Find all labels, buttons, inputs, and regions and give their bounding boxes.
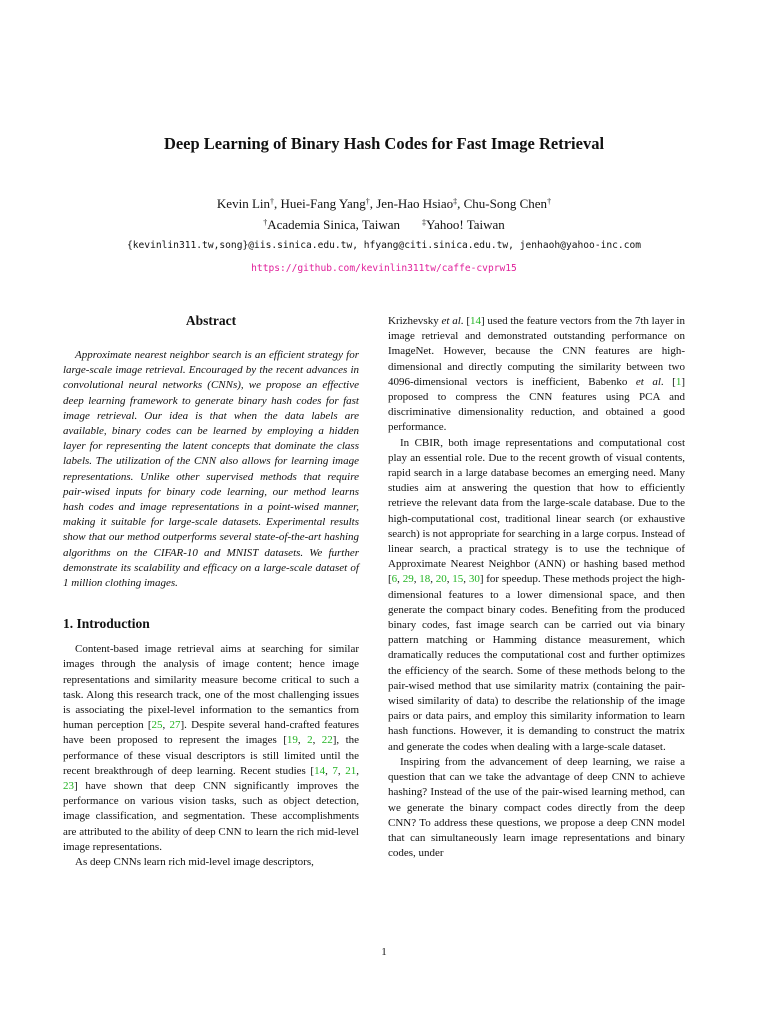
- affiliation: †Academia Sinica, Taiwan: [263, 217, 400, 232]
- text-run: ,: [337, 764, 346, 777]
- page-number: 1: [381, 946, 387, 958]
- introduction-body: [63, 642, 359, 870]
- text-run: ]. Despite several hand-crafted features have been proposed to represent the images [: [63, 719, 360, 747]
- affiliation-list: [0, 214, 768, 235]
- body-paragraph: [63, 642, 359, 855]
- text-run: ,: [325, 764, 333, 777]
- author-list: [0, 193, 768, 214]
- text-run: . [: [460, 315, 470, 327]
- text-run: In CBIR, both image representations and computational cost play an essential role. Due to the recent growth of visual contents, rapid search in a large database becomes an emerging need. Many studies aim at answering the question that how to efficiently retrieve the relevant data from the large-scale database. Due to the high-computational cost, traditional linear search (or exhaustive search) is not appropriate for searching in a large corpus. Instead of linear search, a practical strategy is to use the technique of Approximate Nearest Neighbor (ANN) or hashing based method [: [388, 436, 685, 586]
- text-run: ] for speedup. These methods project the high-dimensional features to a lower dimensional space, and then generate the compact binary codes. Benefiting from the produced binary codes, fast image search can be carried out via binary pattern matching or Hamming distance measurement, which dramatically reduces the computational cost and further optimizes the efficiency of the search. Some of these methods belong to the pair-wised method that use similarity matrix (containing the pair-wised similarity of data) to describe the relationship of the image pairs or data pairs, and employ this similarity information to learn hash functions. However, it is demanding to construct the matrix and generate the codes when dealing with a large-scale dataset.: [388, 573, 686, 753]
- text-run: ,: [312, 734, 322, 747]
- citation-link[interactable]: 18: [419, 573, 431, 586]
- citation-link[interactable]: 6: [391, 573, 398, 586]
- citation-link[interactable]: 20: [435, 573, 447, 586]
- text-run: ,: [356, 764, 360, 777]
- abstract-heading: Abstract: [185, 313, 237, 328]
- body-paragraph: [388, 755, 685, 861]
- left-column: [63, 312, 359, 870]
- author: Jen-Hao Hsiao‡,: [376, 196, 464, 211]
- citation-link[interactable]: 14: [314, 764, 326, 777]
- text-run: ], the performance of these visual descriptors is still limited until the recent breakthrough of deep learning. Recent studies [: [63, 734, 360, 777]
- citation-link[interactable]: 29: [402, 573, 414, 586]
- citation-link[interactable]: 2: [307, 734, 313, 747]
- citation-link[interactable]: 14: [469, 315, 481, 327]
- citation-link[interactable]: 23: [63, 780, 74, 793]
- text-run: ,: [297, 734, 308, 747]
- affiliation: ‡Yahoo! Taiwan: [422, 217, 505, 232]
- text-run: As deep CNNs learn rich mid-level image descriptors,: [75, 856, 314, 869]
- text-run: . [: [660, 375, 676, 388]
- author: Chu-Song Chen†: [463, 196, 552, 211]
- text-run: ] proposed to compress the CNN features using PCA and discriminative dimensionality reduction, and obtained a good performance.: [388, 375, 685, 434]
- author-block: [0, 193, 768, 235]
- citation-link[interactable]: 27: [169, 719, 181, 732]
- right-column-body: [388, 314, 685, 861]
- citation-link[interactable]: 21: [345, 764, 357, 777]
- body-paragraph: [63, 855, 359, 870]
- text-run: Krizhevsky: [388, 315, 442, 327]
- citation-link[interactable]: 1: [675, 375, 682, 388]
- citation-link[interactable]: 7: [332, 764, 338, 777]
- citation-link[interactable]: 22: [321, 734, 333, 747]
- text-run: ,: [463, 573, 469, 586]
- author: Kevin Lin†,: [216, 196, 281, 211]
- body-paragraph: [388, 436, 685, 755]
- italic-text: et al: [635, 375, 661, 388]
- citation-link[interactable]: 25: [151, 719, 163, 732]
- italic-text: et al: [441, 315, 461, 327]
- text-run: ,: [413, 573, 420, 586]
- right-column: [388, 314, 685, 861]
- citation-link[interactable]: 19: [286, 734, 298, 747]
- text-run: ,: [162, 719, 170, 732]
- text-run: ] have shown that deep CNN significantly improves the performance on various vision tasks, such as object detection, image classification, and segmentation. These accomplishments are attributed to the ability of deep CNN to learn the rich mid-level image representations.: [63, 780, 359, 853]
- citation-link[interactable]: 15: [452, 573, 464, 586]
- paper-title: Deep Learning of Binary Hash Codes for Fast Image Retrieval: [163, 134, 605, 153]
- text-run: ,: [397, 573, 403, 586]
- text-run: ,: [430, 573, 436, 586]
- author: Huei-Fang Yang†,: [280, 196, 377, 211]
- body-paragraph: [388, 314, 685, 436]
- abstract-text: Approximate nearest neighbor search is an efficient strategy for large-scale image retrieval. Encouraged by the recent advances in convolutional neural networks (CNNs), we propose an effective deep learning framework to generate binary hash codes for fast image retrieval. Our idea is that when the data labels are available, binary codes can be learned by employing a hidden layer for representing the latent concepts that dominate the class labels. The utilization of the CNN also allows for learning image representations. Unlike other supervised methods that require pair-wised inputs for binary code learning, our method learns hash codes and image representations in a point-wised manner, making it suitable for large-scale datasets. Experimental results show that our method outperforms several state-of-the-art hashing algorithms on the CIFAR-10 and MNIST datasets. We further demonstrate its scalability and efficacy on a large-scale dataset of 1 million clothing images.: [63, 349, 359, 590]
- citation-link[interactable]: 30: [468, 573, 480, 586]
- text-run: Inspiring from the advancement of deep learning, we raise a question that can we take the advantage of deep CNN to achieve hashing? Instead of the use of the pair-wised learning method, can we generate the binary compact codes directly from the deep CNN? To address these questions, we propose a deep CNN model that can simultaneously learn image representations and binary codes, under: [388, 755, 685, 860]
- introduction-heading: 1. Introduction: [63, 616, 150, 632]
- text-run: ] used the feature vectors from the 7th layer in image retrieval and demonstrated outstanding performance on ImageNet. However, because the CNN features are high-dimensional and directly computing the similarity between two 4096-dimensional vectors is inefficient, Babenko: [388, 315, 685, 388]
- code-url-link[interactable]: https://github.com/kevinlin311tw/caffe-cvprw15: [251, 263, 517, 274]
- text-run: Content-based image retrieval aims at searching for similar images through the analysis of image content; hence image representations and similarity measure become critical to such a task. Along this research track, one of the most challenging issues is associating the pixel-level information to the semantics from human perception [: [63, 643, 359, 732]
- text-run: ,: [446, 573, 453, 586]
- author-emails: {kevinlin311.tw,song}@iis.sinica.edu.tw, hfyang@citi.sinica.edu.tw, jenhaoh@yahoo-inc.com: [126, 240, 642, 251]
